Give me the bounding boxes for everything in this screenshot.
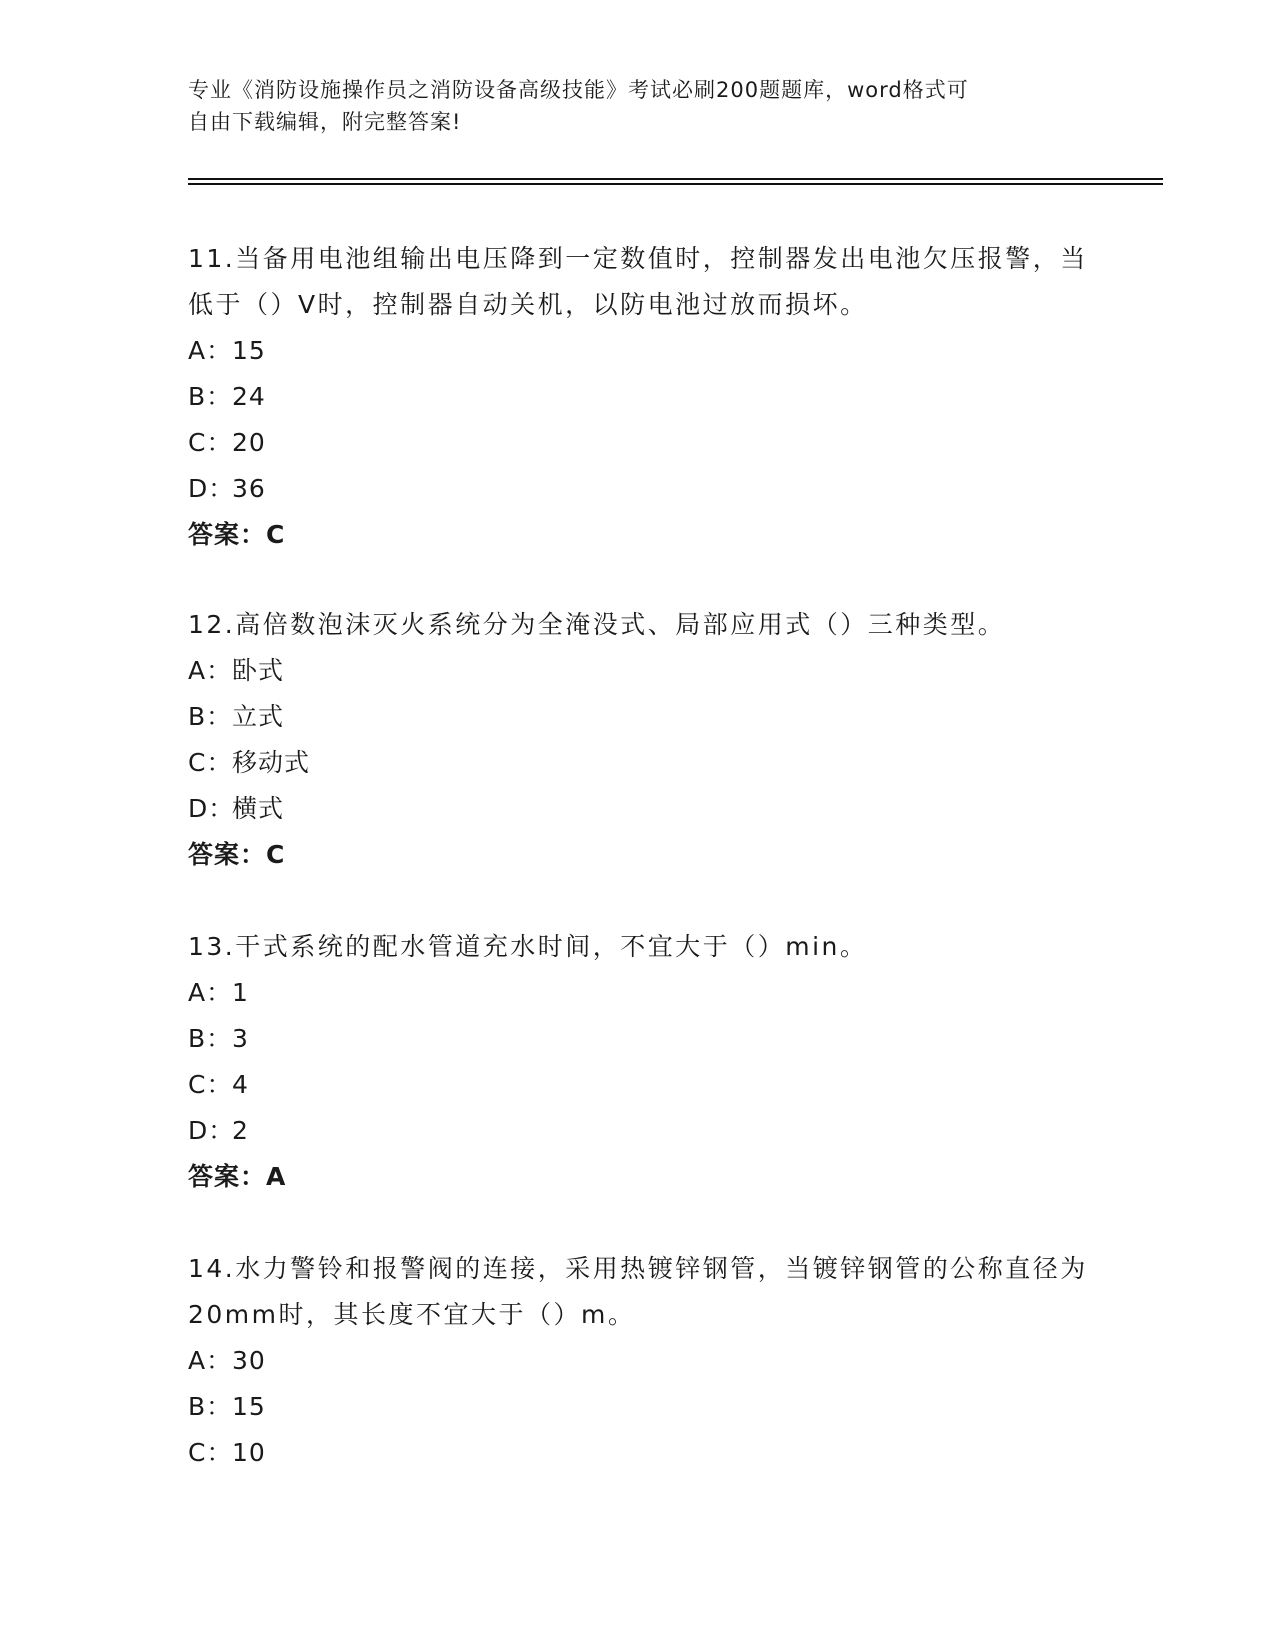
option-value: 36 xyxy=(232,474,266,503)
option-d xyxy=(188,466,1088,512)
option-letter: B： xyxy=(188,382,233,411)
answer-line: 答案：C xyxy=(188,520,286,549)
option-letter: A： xyxy=(188,978,233,1007)
question-14 xyxy=(188,1246,1088,1476)
option-d xyxy=(188,786,1088,832)
option-value: 2 xyxy=(232,1116,249,1145)
option-b xyxy=(188,1016,1088,1062)
option-value: 横式 xyxy=(232,794,285,823)
option-value: 24 xyxy=(232,382,266,411)
option-a xyxy=(188,970,1088,1016)
option-a xyxy=(188,328,1088,374)
question-12 xyxy=(188,602,1088,878)
header-divider-bottom xyxy=(188,183,1163,185)
option-letter: D： xyxy=(188,794,235,823)
option-value: 立式 xyxy=(232,702,285,731)
option-b xyxy=(188,374,1088,420)
option-letter: C： xyxy=(188,748,233,777)
option-value: 15 xyxy=(232,336,266,365)
option-letter: B： xyxy=(188,702,233,731)
option-letter: A： xyxy=(188,1346,233,1375)
option-letter: C： xyxy=(188,428,233,457)
option-value: 15 xyxy=(232,1392,266,1421)
question-13 xyxy=(188,924,1088,1200)
option-c xyxy=(188,420,1088,466)
option-value: 30 xyxy=(232,1346,266,1375)
option-letter: C： xyxy=(188,1438,233,1467)
option-letter: B： xyxy=(188,1024,233,1053)
option-value: 卧式 xyxy=(232,656,285,685)
option-value: 20 xyxy=(232,428,266,457)
option-value: 移动式 xyxy=(232,748,311,777)
option-letter: C： xyxy=(188,1070,233,1099)
option-value: 1 xyxy=(232,978,249,1007)
option-value: 4 xyxy=(232,1070,249,1099)
answer-line: 答案：C xyxy=(188,840,286,869)
document-header: 专业《消防设施操作员之消防设备高级技能》考试必刷200题题库，word格式可 自由下载编辑，附完整答案! xyxy=(188,78,969,134)
option-c xyxy=(188,1062,1088,1108)
answer-line: 答案：A xyxy=(188,1162,287,1191)
option-d xyxy=(188,1108,1088,1154)
option-value: 10 xyxy=(232,1438,266,1467)
option-letter: A： xyxy=(188,336,233,365)
option-letter: D： xyxy=(188,474,235,503)
option-letter: B： xyxy=(188,1392,233,1421)
question-text: 11.当备用电池组输出电压降到一定数值时，控制器发出电池欠压报警，当低于（）V时，控制器自动关机，以防电池过放而损坏。 xyxy=(188,244,1088,319)
question-text: 13.干式系统的配水管道充水时间，不宜大于（）min。 xyxy=(188,932,868,961)
question-text: 14.水力警铃和报警阀的连接，采用热镀锌钢管，当镀锌钢管的公称直径为20mm时，其长度不宜大于（）m。 xyxy=(188,1254,1088,1329)
option-letter: A： xyxy=(188,656,233,685)
question-text: 12.高倍数泡沫灭火系统分为全淹没式、局部应用式（）三种类型。 xyxy=(188,610,1006,639)
option-c xyxy=(188,740,1088,786)
header-divider-top xyxy=(188,178,1163,180)
option-b xyxy=(188,694,1088,740)
option-b xyxy=(188,1384,1088,1430)
option-a xyxy=(188,1338,1088,1384)
option-letter: D： xyxy=(188,1116,235,1145)
question-11 xyxy=(188,236,1088,558)
option-c xyxy=(188,1430,1088,1476)
option-a xyxy=(188,648,1088,694)
option-value: 3 xyxy=(232,1024,249,1053)
